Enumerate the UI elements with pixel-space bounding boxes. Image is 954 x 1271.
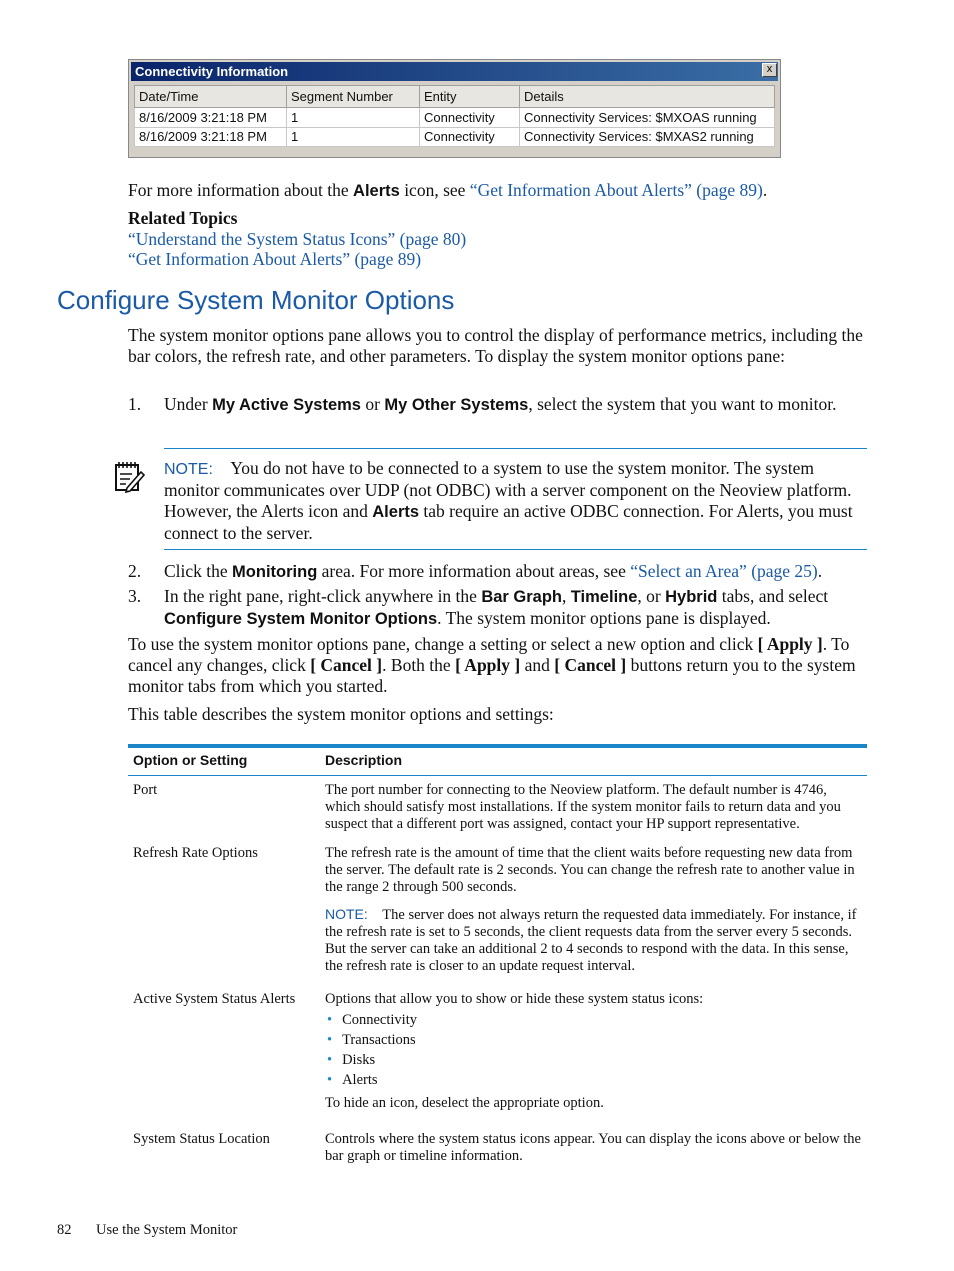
ui-term: Alerts (353, 182, 400, 200)
cell: 8/16/2009 3:21:18 PM (135, 108, 287, 127)
text: . (817, 561, 823, 581)
text: . To cancel any changes, click (128, 634, 850, 675)
step-3 (164, 586, 869, 630)
text: The server does not always return the requested data immediately. For instance, if the refresh rate is set to 5 seconds, the client requests data from the server every 5 seconds. But the server can take an additional 2 to 4 seconds to respond with the data. In this sense, the refresh rate is closer to an update request interval. (325, 907, 857, 974)
text: Transactions (342, 1032, 416, 1048)
section-heading: Configure System Monitor Options (57, 285, 455, 315)
cell: 1 (287, 108, 420, 127)
ui-term: Hybrid (665, 588, 718, 606)
note-bottom-rule (164, 549, 867, 550)
table-header-row (135, 86, 775, 108)
close-icon[interactable]: x (762, 63, 777, 77)
table-header-description: Description (325, 752, 403, 768)
text: You do not have to be connected to a system to use the system monitor. The system monitor communicates over UDP (not ODBC) with a server component on the Neoview platform. However, the Alerts icon and (164, 458, 852, 521)
text: , select the system that you want to monitor. (528, 394, 837, 414)
related-link[interactable]: “Understand the System Status Icons” (page 80) (128, 229, 467, 249)
column-header[interactable]: Segment Number (287, 86, 420, 108)
bullet-item (327, 1072, 378, 1089)
cell: Connectivity Services: $MXOAS running (520, 108, 775, 127)
option-description: The port number for connecting to the Neoview platform. The default number is 4746, which should satisfy most installations. If the system monitor fails to return data and you suspect that a different port was assigned, contact your HP support representative. (325, 782, 841, 832)
text: area. For more information about areas, see (317, 561, 631, 581)
text: Disks (342, 1052, 376, 1068)
note-top-rule (164, 448, 867, 449)
text: and (520, 655, 555, 675)
option-description-tail: To hide an icon, deselect the appropriate option. (325, 1095, 604, 1111)
table-row[interactable] (135, 127, 775, 146)
column-header[interactable]: Date/Time (135, 86, 287, 108)
ui-term: Monitoring (232, 563, 318, 581)
paragraph: This table describes the system monitor options and settings: (128, 704, 554, 724)
bullet-icon: • (327, 1012, 333, 1028)
related-link[interactable]: “Get Information About Alerts” (page 89) (128, 249, 422, 269)
step-number: 3. (128, 586, 142, 606)
step-2 (164, 561, 869, 583)
column-header[interactable]: Entity (420, 86, 520, 108)
button-ref: [ Cancel ] (310, 655, 383, 675)
option-description: Controls where the system status icons appear. You can display the icons above or below the bar graph or timeline information. (325, 1131, 861, 1164)
table-row[interactable] (135, 108, 775, 127)
paragraph (128, 634, 868, 697)
related-topics-heading: Related Topics (128, 208, 238, 228)
cell: Connectivity (420, 127, 520, 146)
bullet-icon: • (327, 1032, 333, 1048)
connectivity-dialog (128, 59, 781, 158)
bullet-item (327, 1012, 417, 1029)
option-description: The refresh rate is the amount of time that the client waits before requesting new data from the server. The default rate is 2 seconds. You can change the refresh rate to another value in the range 2 through 500 seconds. (325, 845, 855, 895)
cell: 1 (287, 127, 420, 146)
option-name: Active System Status Alerts (133, 991, 296, 1007)
option-name: System Status Location (133, 1131, 270, 1147)
option-name: Refresh Rate Options (133, 845, 258, 861)
bullet-icon: • (327, 1052, 333, 1068)
cross-reference-link[interactable]: “Select an Area” (page 25) (630, 561, 818, 581)
option-description: Options that allow you to show or hide these system status icons: (325, 991, 704, 1007)
step-number: 2. (128, 561, 142, 581)
text: To use the system monitor options pane, change a setting or select a new option and click (128, 634, 758, 654)
text: Alerts (342, 1072, 378, 1088)
bullet-item (327, 1032, 416, 1049)
table-header-rule (128, 775, 867, 776)
ui-term: My Active Systems (212, 396, 361, 414)
ui-term: Configure System Monitor Options (164, 610, 438, 628)
footer-title: Use the System Monitor (96, 1222, 238, 1238)
paragraph: The system monitor options pane allows you to control the display of performance metrics, including the bar colors, the refresh rate, and other parameters. To display the system monitor options pane: (128, 325, 863, 366)
note-label: NOTE: (164, 461, 213, 478)
button-ref: [ Cancel ] (554, 655, 627, 675)
text: , or (637, 586, 666, 606)
note-paragraph (164, 458, 869, 544)
text: . (762, 180, 768, 200)
ui-term: My Other Systems (384, 396, 529, 414)
step-number: 1. (128, 394, 142, 414)
cell: 8/16/2009 3:21:18 PM (135, 127, 287, 146)
text: Click the (164, 561, 233, 581)
text: Under (164, 394, 213, 414)
ui-term: Alerts (372, 503, 420, 521)
table-top-rule (128, 744, 867, 748)
text: For more information about the (128, 180, 354, 200)
button-ref: [ Apply ] (757, 634, 823, 654)
text: . Both the (382, 655, 456, 675)
column-header[interactable]: Details (520, 86, 775, 108)
note-label: NOTE: (325, 906, 368, 922)
connectivity-table (134, 85, 775, 147)
text: buttons return you to the system monitor tabs from which you started. (128, 655, 856, 696)
bullet-icon: • (327, 1072, 333, 1088)
option-name: Port (133, 782, 158, 798)
cross-reference-link[interactable]: “Get Information About Alerts” (page 89) (469, 180, 763, 200)
step-1 (164, 394, 864, 416)
option-note (325, 906, 865, 975)
intro-paragraph (128, 180, 868, 202)
page-number: 82 (57, 1222, 72, 1238)
text: tab require an active ODBC connection. For Alerts, you must connect to the server. (164, 501, 853, 543)
text: Connectivity (342, 1012, 417, 1028)
text: , (562, 586, 571, 606)
cell: Connectivity Services: $MXAS2 running (520, 127, 775, 146)
cell: Connectivity (420, 108, 520, 127)
text: icon, see (399, 180, 470, 200)
text: . The system monitor options pane is displayed. (437, 608, 771, 628)
text: tabs, and select (717, 586, 829, 606)
note-icon (113, 460, 145, 494)
text: or (361, 394, 385, 414)
dialog-title: Connectivity Information (131, 62, 778, 81)
bullet-item (327, 1052, 375, 1069)
ui-term: Timeline (570, 588, 638, 606)
button-ref: [ Apply ] (455, 655, 521, 675)
ui-term: Bar Graph (481, 588, 563, 606)
text: In the right pane, right-click anywhere in the (164, 586, 482, 606)
table-header-option: Option or Setting (133, 752, 248, 768)
